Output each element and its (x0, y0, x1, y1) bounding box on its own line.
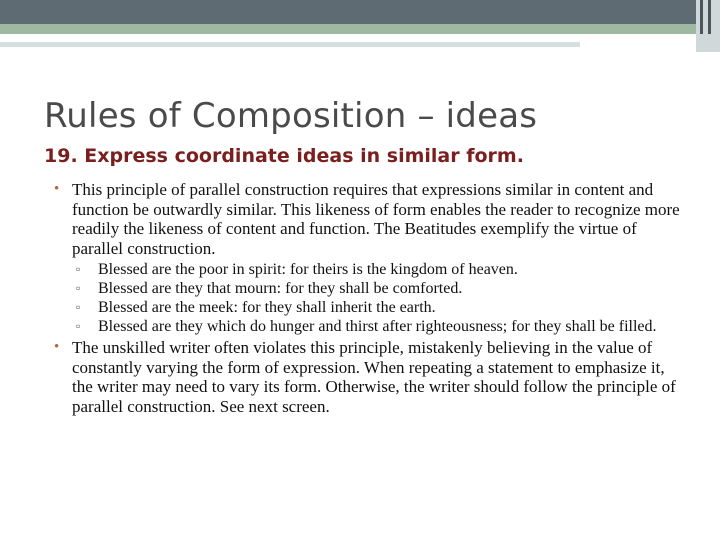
sub-item-text: Blessed are the meek: for they shall inherit the earth. (98, 299, 436, 316)
header-bar-green (0, 24, 720, 34)
sub-item (72, 298, 686, 317)
sub-list (72, 260, 686, 336)
bullet-text: This principle of parallel construction requires that expressions similar in content and function be outwardly similar. This likeness of form enables the reader to recognize more readily the likeness of content and function. The Beatitudes exemplify the virtue of parallel construction. (72, 180, 680, 258)
header-underline (0, 42, 580, 47)
sub-item-text: Blessed are they which do hunger and thirst after righteousness; for they shall be filled. (98, 318, 657, 335)
bullet-item (46, 180, 686, 336)
bullet-text: The unskilled writer often violates this principle, mistakenly believing in the value of constantly varying the form of expression. When repeating a statement to emphasize it, the writer may need to vary its form. Otherwise, the writer should follow the principle of parallel construction. See next screen. (72, 338, 676, 416)
sub-item (72, 317, 686, 336)
slide-title: Rules of Composition – ideas (44, 96, 538, 136)
square-bullet-icon: ▫ (76, 262, 81, 276)
bullet-item (46, 338, 686, 416)
sub-item (72, 279, 686, 298)
sub-item (72, 260, 686, 279)
sub-item-text: Blessed are they that mourn: for they shall be comforted. (98, 280, 463, 297)
corner-stripe (708, 0, 711, 34)
slide-content (46, 180, 686, 416)
square-bullet-icon: ▫ (76, 319, 81, 333)
square-bullet-icon: ▫ (76, 281, 81, 295)
slide-subtitle: 19. Express coordinate ideas in similar form. (44, 145, 524, 167)
sub-item-text: Blessed are the poor in spirit: for theirs is the kingdom of heaven. (98, 261, 518, 278)
header-bar-dark (0, 0, 720, 24)
square-bullet-icon: ▫ (76, 300, 81, 314)
bullet-marker: • (54, 181, 60, 197)
corner-stripe (700, 0, 703, 34)
bullet-marker: • (54, 339, 60, 355)
